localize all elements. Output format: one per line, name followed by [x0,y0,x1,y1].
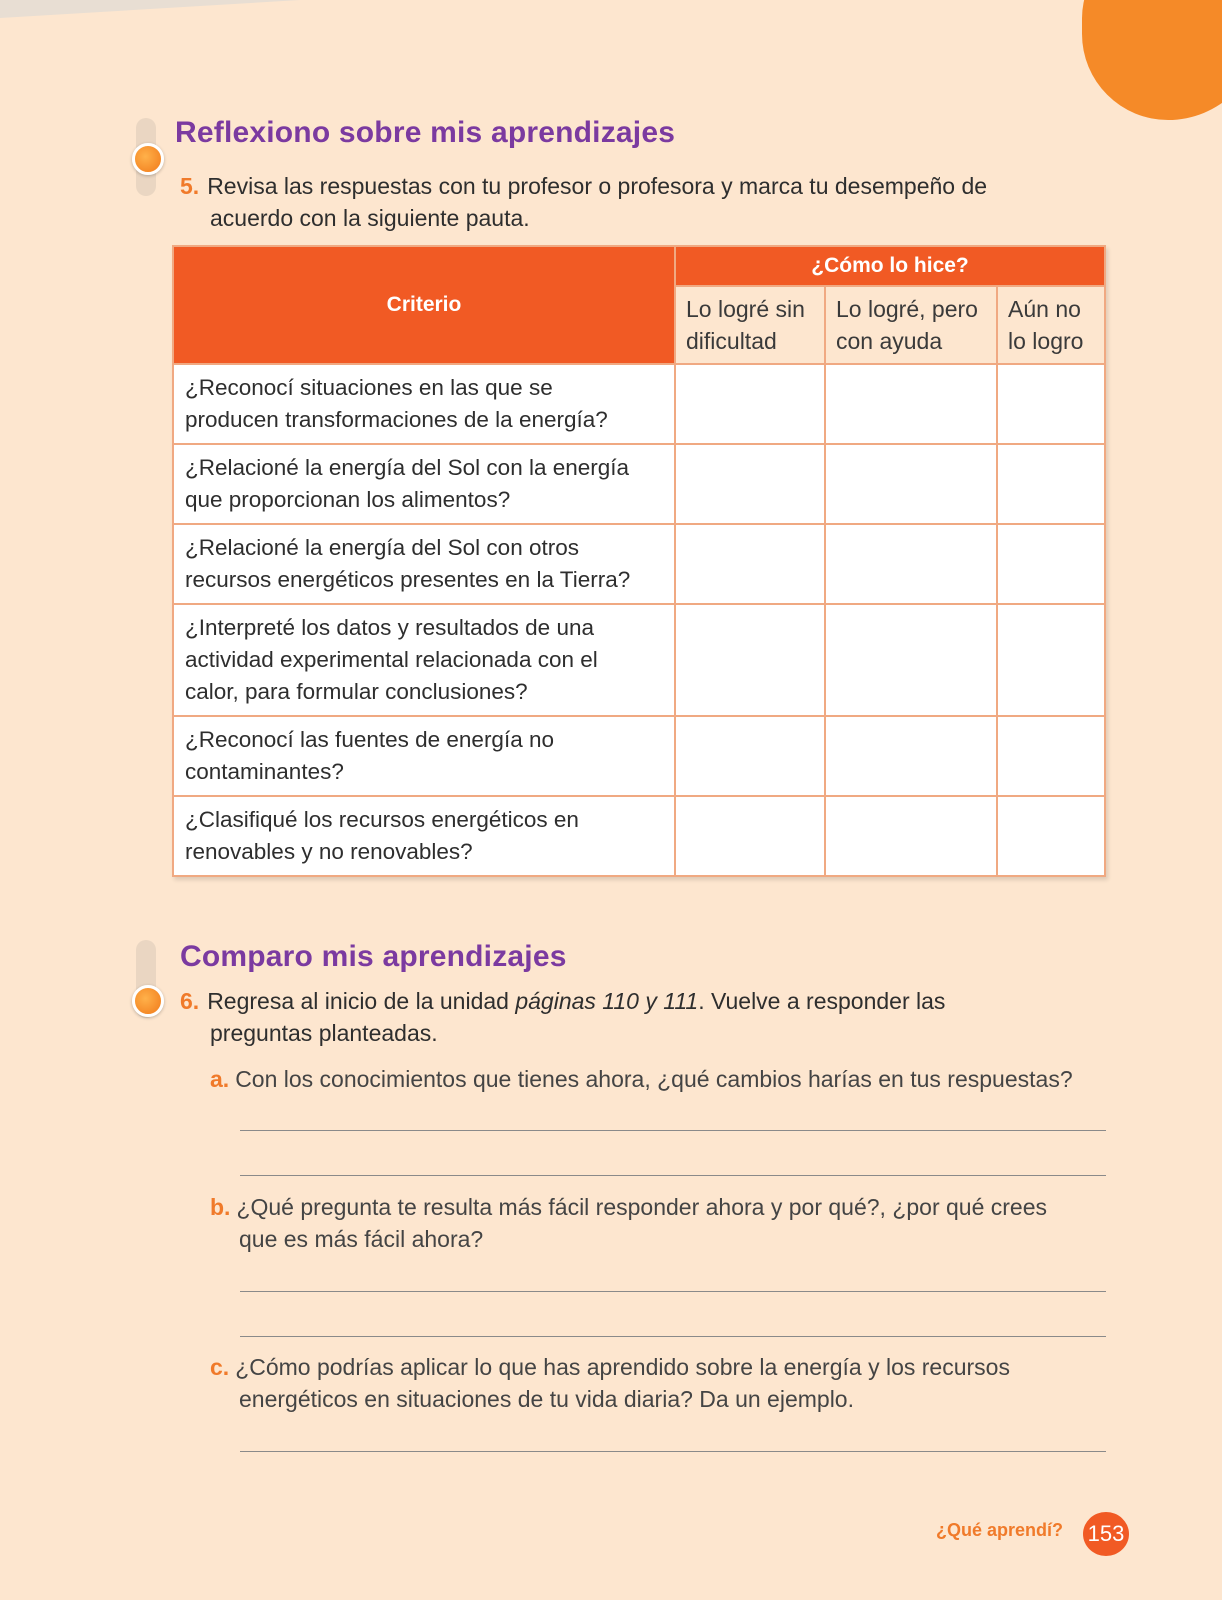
checkbox-cell-con-ayuda[interactable] [825,444,997,524]
sub-question-c: c. ¿Cómo podrías aplicar lo que has aprendido sobre la energía y los recursos energéticos en situaciones de tu vida diaria? Da un ejemplo. [210,1354,1010,1412]
column-header-sin-dificultad: Lo logré sin dificultad [675,286,825,364]
section-marker-dot [132,143,164,175]
checkbox-cell-sin-dificultad[interactable] [675,716,825,796]
sub-question-a: a. Con los conocimientos que tienes ahora, ¿qué cambios harías en tus respuestas? [210,1066,1073,1092]
criterion-text: ¿Clasifiqué los recursos energéticos en renovables y no renovables? [173,796,675,876]
checkbox-cell-aun-no[interactable] [997,796,1105,876]
criterion-text: ¿Reconocí situaciones en las que se producen transformaciones de la energía? [173,364,675,444]
rubric-table [172,245,1106,877]
decorative-orange-blob [1082,0,1222,120]
section-heading-reflexiono: Reflexiono sobre mis aprendizajes [175,116,676,149]
table-row [173,796,1105,876]
criterion-text: ¿Interpreté los datos y resultados de una actividad experimental relacionada con el calor, para formular conclusiones? [173,604,675,716]
checkbox-cell-aun-no[interactable] [997,444,1105,524]
answer-line-b2[interactable] [240,1336,1106,1337]
table-row [173,444,1105,524]
column-header-con-ayuda: Lo logré, pero con ayuda [825,286,997,364]
footer-section-label: ¿Qué aprendí? [936,1520,1064,1540]
checkbox-cell-aun-no[interactable] [997,604,1105,716]
checkbox-cell-con-ayuda[interactable] [825,716,997,796]
checkbox-cell-aun-no[interactable] [997,364,1105,444]
section-heading-comparo: Comparo mis aprendizajes [180,940,567,973]
question-6: 6. Regresa al inicio de la unidad páginas 110 y 111. Vuelve a responder las preguntas planteadas. [180,988,946,1046]
answer-line-a1[interactable] [240,1130,1106,1131]
question-text-line1: Revisa las respuestas con tu profesor o profesora y marca tu desempeño de [207,173,988,199]
question-text-line2: acuerdo con la siguiente pauta. [210,205,530,231]
checkbox-cell-con-ayuda[interactable] [825,524,997,604]
answer-line-b1[interactable] [240,1291,1106,1292]
checkbox-cell-sin-dificultad[interactable] [675,524,825,604]
checkbox-cell-con-ayuda[interactable] [825,604,997,716]
question-number: 6. [180,988,200,1014]
answer-line-a2[interactable] [240,1175,1106,1176]
checkbox-cell-sin-dificultad[interactable] [675,364,825,444]
table-row [173,364,1105,444]
criterion-text: ¿Reconocí las fuentes de energía no contaminantes? [173,716,675,796]
criterion-text: ¿Relacioné la energía del Sol con otros recursos energéticos presentes en la Tierra? [173,524,675,604]
criterion-text: ¿Relacioné la energía del Sol con la energía que proporcionan los alimentos? [173,444,675,524]
checkbox-cell-aun-no[interactable] [997,524,1105,604]
decorative-corner-band [0,0,300,18]
criterio-header: Criterio [173,246,675,364]
section-marker-dot [132,985,164,1017]
checkbox-cell-con-ayuda[interactable] [825,796,997,876]
sub-question-b: b. ¿Qué pregunta te resulta más fácil responder ahora y por qué?, ¿por qué crees que es más fácil ahora? [210,1194,1048,1252]
table-row [173,604,1105,716]
checkbox-cell-con-ayuda[interactable] [825,364,997,444]
page-number: 153 [1083,1512,1129,1556]
answer-line-c1[interactable] [240,1451,1106,1452]
table-row [173,716,1105,796]
question-5 [180,170,987,234]
checkbox-cell-aun-no[interactable] [997,716,1105,796]
question-number: 5. [180,173,200,199]
checkbox-cell-sin-dificultad[interactable] [675,796,825,876]
table-row [173,524,1105,604]
how-header: ¿Cómo lo hice? [675,246,1105,286]
page-reference: páginas 110 y 111 [515,988,699,1014]
checkbox-cell-sin-dificultad[interactable] [675,604,825,716]
column-header-aun-no: Aún no lo logro [997,286,1105,364]
checkbox-cell-sin-dificultad[interactable] [675,444,825,524]
